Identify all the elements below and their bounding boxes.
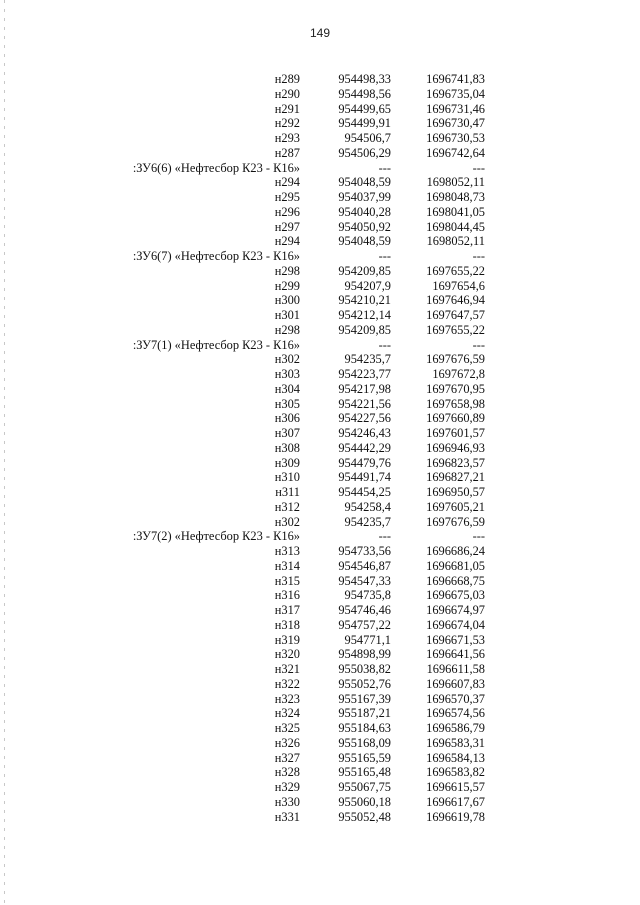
- point-label: н326: [274, 735, 300, 750]
- point-label: н330: [274, 794, 300, 809]
- coordinate-row: [0, 367, 640, 382]
- point-label: н323: [274, 691, 300, 706]
- coordinate-row: [0, 323, 640, 338]
- coordinate-row: [0, 736, 640, 751]
- y-coordinate: 1696675,03: [426, 588, 485, 603]
- y-coordinate: 1697655,22: [426, 322, 485, 337]
- point-label: н312: [274, 499, 300, 514]
- coordinate-row: [0, 146, 640, 161]
- x-coordinate: 954733,56: [338, 544, 391, 558]
- point-label: н297: [274, 219, 300, 234]
- coordinate-row: [0, 795, 640, 810]
- coordinate-row: [0, 234, 640, 249]
- y-coordinate: 1697655,22: [426, 263, 485, 278]
- y-coordinate: 1696671,53: [426, 632, 485, 647]
- x-coordinate: 954546,87: [338, 558, 391, 573]
- point-label: н306: [274, 411, 300, 426]
- point-label: н295: [274, 190, 300, 204]
- x-coordinate: 954048,59: [338, 234, 391, 249]
- x-coordinate: 954246,43: [338, 426, 391, 440]
- coordinate-row: [0, 633, 640, 648]
- y-coordinate: ---: [472, 337, 485, 352]
- y-coordinate: 1696611,58: [426, 662, 485, 676]
- coordinate-row: [0, 751, 640, 766]
- coordinate-row: [0, 515, 640, 530]
- coordinate-row: [0, 293, 640, 308]
- x-coordinate: 954898,99: [338, 647, 391, 662]
- y-coordinate: 1696570,37: [426, 691, 485, 706]
- x-coordinate: 954217,98: [338, 381, 391, 396]
- point-label: н320: [274, 647, 300, 662]
- coordinate-row: [0, 175, 640, 190]
- coordinate-row: [0, 426, 640, 441]
- coordinate-row: [0, 500, 640, 515]
- x-coordinate: ---: [378, 529, 391, 544]
- x-coordinate: 954442,29: [338, 440, 391, 455]
- point-label: н331: [274, 809, 300, 824]
- y-coordinate: 1696583,82: [426, 765, 485, 780]
- coordinate-row: [0, 397, 640, 412]
- x-coordinate: 954757,22: [338, 617, 391, 632]
- y-coordinate: ---: [472, 160, 485, 175]
- y-coordinate: 1696607,83: [426, 676, 485, 691]
- coordinate-row: [0, 706, 640, 721]
- y-coordinate: 1696668,75: [426, 573, 485, 588]
- coordinate-row: [0, 677, 640, 692]
- x-coordinate: 954506,29: [338, 145, 391, 160]
- section-header-row: [0, 161, 640, 176]
- point-label: н318: [274, 617, 300, 632]
- x-coordinate: 955167,39: [338, 691, 391, 706]
- point-label: н301: [274, 308, 300, 322]
- coordinate-row: [0, 662, 640, 677]
- coordinate-row: [0, 470, 640, 485]
- y-coordinate: 1698052,11: [426, 234, 485, 249]
- y-coordinate: 1696641,56: [426, 647, 485, 662]
- point-label: н289: [274, 72, 300, 86]
- coordinate-row: [0, 279, 640, 294]
- y-coordinate: 1698044,45: [426, 219, 485, 234]
- coordinate-row: [0, 102, 640, 117]
- x-coordinate: 954040,28: [338, 204, 391, 219]
- coordinate-row: [0, 220, 640, 235]
- coordinate-row: [0, 485, 640, 500]
- page-number: 149: [309, 26, 331, 40]
- x-coordinate: 954209,85: [338, 263, 391, 278]
- coordinate-row: [0, 544, 640, 559]
- x-coordinate: 954258,4: [344, 499, 391, 514]
- x-coordinate: 954212,14: [338, 308, 391, 322]
- coordinate-row: [0, 87, 640, 102]
- point-label: н319: [274, 632, 300, 647]
- x-coordinate: 954227,56: [338, 411, 391, 426]
- y-coordinate: 1696615,57: [426, 780, 485, 794]
- point-label: н300: [274, 293, 300, 308]
- point-label: н307: [274, 426, 300, 440]
- x-coordinate: 954221,56: [338, 396, 391, 411]
- y-coordinate: 1697676,59: [426, 352, 485, 367]
- y-coordinate: 1697676,59: [426, 514, 485, 529]
- coordinate-row: [0, 190, 640, 205]
- y-coordinate: 1696730,53: [426, 131, 485, 145]
- y-coordinate: 1697654,6: [432, 278, 485, 293]
- point-label: н314: [274, 558, 300, 573]
- coordinate-row: [0, 352, 640, 367]
- y-coordinate: 1696674,97: [426, 603, 485, 617]
- y-coordinate: 1697647,57: [426, 308, 485, 322]
- coordinate-row: [0, 574, 640, 589]
- coordinate-row: [0, 308, 640, 323]
- y-coordinate: 1698048,73: [426, 190, 485, 204]
- y-coordinate: 1696584,13: [426, 750, 485, 765]
- y-coordinate: 1696950,57: [426, 485, 485, 499]
- y-coordinate: 1697601,57: [426, 426, 485, 440]
- y-coordinate: 1696946,93: [426, 440, 485, 455]
- x-coordinate: ---: [378, 337, 391, 352]
- point-label: н313: [274, 544, 300, 558]
- x-coordinate: 954735,8: [344, 588, 391, 603]
- coordinate-row: [0, 647, 640, 662]
- y-coordinate: 1696681,05: [426, 558, 485, 573]
- y-coordinate: 1696735,04: [426, 86, 485, 101]
- x-coordinate: 954498,56: [338, 86, 391, 101]
- point-label: н328: [274, 765, 300, 780]
- y-coordinate: 1698041,05: [426, 204, 485, 219]
- x-coordinate: 955038,82: [338, 662, 391, 676]
- point-label: н325: [274, 721, 300, 735]
- coordinate-row: [0, 382, 640, 397]
- x-coordinate: 955067,75: [338, 780, 391, 794]
- y-coordinate: 1698052,11: [426, 175, 485, 190]
- y-coordinate: 1697672,8: [432, 367, 485, 381]
- x-coordinate: ---: [378, 160, 391, 175]
- x-coordinate: 955165,59: [338, 750, 391, 765]
- coordinate-row: [0, 692, 640, 707]
- x-coordinate: ---: [378, 249, 391, 263]
- point-label: н291: [274, 101, 300, 116]
- point-label: н302: [274, 514, 300, 529]
- coordinate-row: [0, 456, 640, 471]
- x-coordinate: 955052,48: [338, 809, 391, 824]
- coordinate-row: [0, 116, 640, 131]
- point-label: н296: [274, 204, 300, 219]
- y-coordinate: 1696731,46: [426, 101, 485, 116]
- point-label: н329: [274, 780, 300, 794]
- x-coordinate: 954210,21: [338, 293, 391, 308]
- y-coordinate: 1696730,47: [426, 116, 485, 131]
- coordinate-row: [0, 205, 640, 220]
- y-coordinate: 1696617,67: [426, 794, 485, 809]
- point-label: н316: [274, 588, 300, 603]
- point-label: н292: [274, 116, 300, 131]
- parcel-name: :ЗУ6(6) «Нефтесбор К23 - К16»: [132, 160, 300, 175]
- point-label: н310: [274, 470, 300, 485]
- coordinate-row: [0, 721, 640, 736]
- point-label: н287: [274, 145, 300, 160]
- y-coordinate: 1696823,57: [426, 455, 485, 470]
- section-header-row: [0, 338, 640, 353]
- y-coordinate: 1696586,79: [426, 721, 485, 735]
- x-coordinate: 954235,7: [344, 514, 391, 529]
- x-coordinate: 954223,77: [338, 367, 391, 381]
- y-coordinate: 1696619,78: [426, 809, 485, 824]
- coordinate-row: [0, 618, 640, 633]
- section-header-row: [0, 529, 640, 544]
- y-coordinate: 1696574,56: [426, 706, 485, 721]
- point-label: н294: [274, 234, 300, 249]
- coordinate-row: [0, 559, 640, 574]
- point-label: н311: [275, 485, 300, 499]
- point-label: н322: [274, 676, 300, 691]
- x-coordinate: 954479,76: [338, 455, 391, 470]
- point-label: н298: [274, 263, 300, 278]
- coordinate-row: [0, 264, 640, 279]
- y-coordinate: 1697658,98: [426, 396, 485, 411]
- point-label: н299: [274, 278, 300, 293]
- point-label: н327: [274, 750, 300, 765]
- y-coordinate: 1696674,04: [426, 617, 485, 632]
- x-coordinate: 954209,85: [338, 322, 391, 337]
- point-label: н321: [274, 662, 300, 676]
- y-coordinate: 1696583,31: [426, 735, 485, 750]
- x-coordinate: 954771,1: [344, 632, 391, 647]
- x-coordinate: 955187,21: [338, 706, 391, 721]
- coordinate-row: [0, 603, 640, 618]
- y-coordinate: 1697605,21: [426, 499, 485, 514]
- section-header-row: [0, 249, 640, 264]
- x-coordinate: 954547,33: [338, 573, 391, 588]
- x-coordinate: 954491,74: [338, 470, 391, 485]
- coordinate-row: [0, 131, 640, 146]
- x-coordinate: 954506,7: [344, 131, 391, 145]
- point-label: н303: [274, 367, 300, 381]
- coordinate-row: [0, 588, 640, 603]
- x-coordinate: 955060,18: [338, 794, 391, 809]
- parcel-name: :ЗУ6(7) «Нефтесбор К23 - К16»: [132, 249, 300, 263]
- coordinate-row: [0, 441, 640, 456]
- coordinate-table: [0, 72, 640, 824]
- x-coordinate: 954037,99: [338, 190, 391, 204]
- point-label: н298: [274, 322, 300, 337]
- x-coordinate: 954454,25: [338, 485, 391, 499]
- x-coordinate: 954499,65: [338, 101, 391, 116]
- point-label: н304: [274, 381, 300, 396]
- x-coordinate: 954746,46: [338, 603, 391, 617]
- point-label: н324: [274, 706, 300, 721]
- parcel-name: :ЗУ7(1) «Нефтесбор К23 - К16»: [132, 337, 300, 352]
- point-label: н294: [274, 175, 300, 190]
- y-coordinate: ---: [472, 529, 485, 544]
- point-label: н315: [274, 573, 300, 588]
- y-coordinate: ---: [472, 249, 485, 263]
- y-coordinate: 1696742,64: [426, 145, 485, 160]
- parcel-name: :ЗУ7(2) «Нефтесбор К23 - К16»: [132, 529, 300, 544]
- x-coordinate: 954048,59: [338, 175, 391, 190]
- y-coordinate: 1697660,89: [426, 411, 485, 426]
- y-coordinate: 1697646,94: [426, 293, 485, 308]
- x-coordinate: 954050,92: [338, 219, 391, 234]
- point-label: н305: [274, 396, 300, 411]
- point-label: н317: [274, 603, 300, 617]
- point-label: н308: [274, 440, 300, 455]
- coordinate-row: [0, 810, 640, 825]
- x-coordinate: 955052,76: [338, 676, 391, 691]
- y-coordinate: 1696686,24: [426, 544, 485, 558]
- x-coordinate: 954235,7: [344, 352, 391, 367]
- coordinate-row: [0, 411, 640, 426]
- x-coordinate: 955168,09: [338, 735, 391, 750]
- coordinate-row: [0, 780, 640, 795]
- point-label: н293: [274, 131, 300, 145]
- y-coordinate: 1696741,83: [426, 72, 485, 86]
- point-label: н302: [274, 352, 300, 367]
- y-coordinate: 1696827,21: [426, 470, 485, 485]
- x-coordinate: 954499,91: [338, 116, 391, 131]
- point-label: н290: [274, 86, 300, 101]
- y-coordinate: 1697670,95: [426, 381, 485, 396]
- coordinate-row: [0, 72, 640, 87]
- x-coordinate: 955165,48: [338, 765, 391, 780]
- point-label: н309: [274, 455, 300, 470]
- x-coordinate: 954498,33: [338, 72, 391, 86]
- x-coordinate: 955184,63: [338, 721, 391, 735]
- x-coordinate: 954207,9: [344, 278, 391, 293]
- coordinate-row: [0, 765, 640, 780]
